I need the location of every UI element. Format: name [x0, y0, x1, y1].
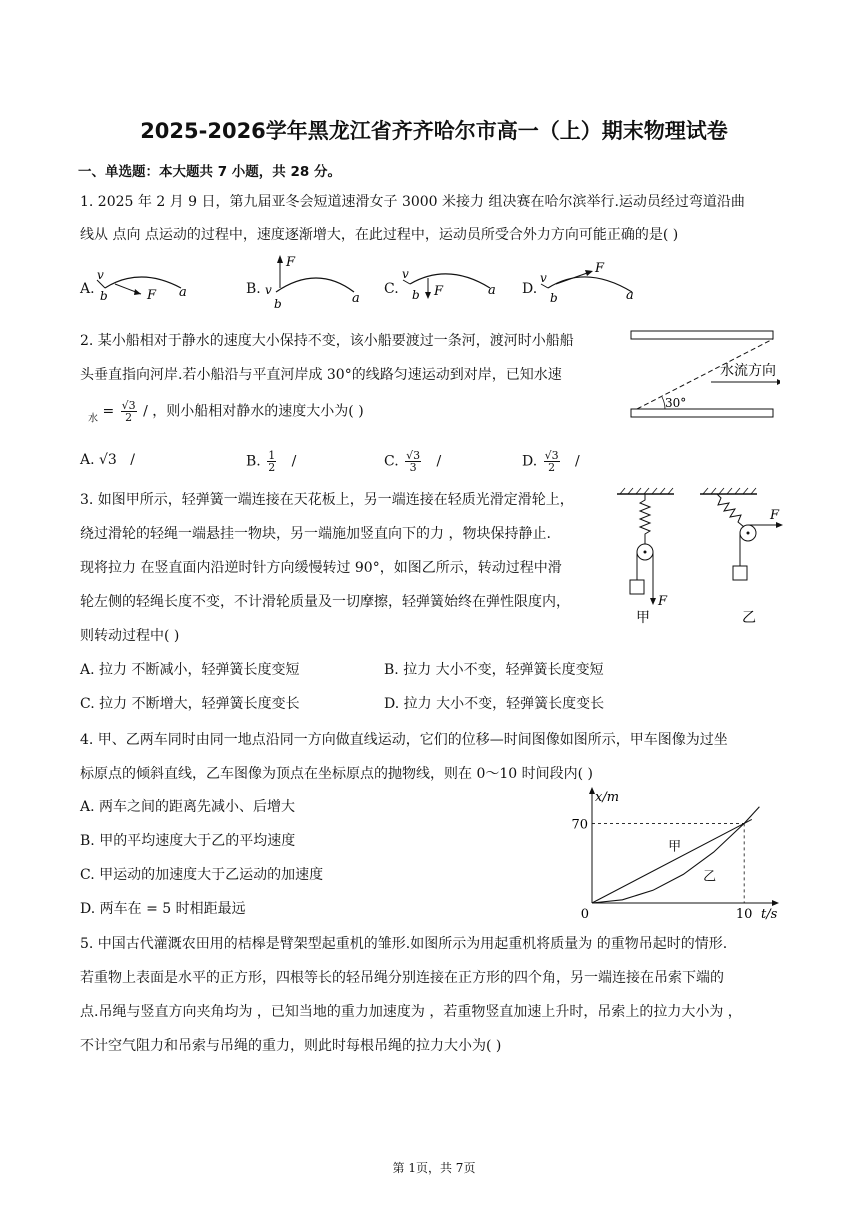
q1-option-d-figure [538, 258, 643, 304]
q3-line-5: 则转动过程中( ) [80, 628, 180, 644]
q1-option-a-label: A. [80, 281, 95, 297]
q3-option-c: C. 拉力 不断增大，轻弹簧长度变长 [80, 696, 300, 712]
q2-line-3 [88, 400, 364, 430]
q4-option-c: C. 甲运动的加速度大于乙运动的加速度 [80, 867, 324, 883]
q1-option-c-label: C. [384, 281, 399, 297]
q1-option-a-figure [95, 262, 195, 304]
q3-line-1: 3. 如图甲所示，轻弹簧一端连接在天花板上，另一端连接在轻质光滑定滑轮上， [80, 492, 574, 508]
q4-line-1: 4. 甲、乙两车同时由同一地点沿同一方向做直线运动，它们的位移—时间图像如图所示，甲车图像为过坐 [80, 732, 728, 748]
q1b-b-label: b [274, 297, 282, 311]
q1d-v-label: v [540, 271, 547, 285]
q1-option-c-figure [400, 262, 505, 304]
q3-option-a: A. 拉力 不断减小，轻弹簧长度变短 [80, 662, 300, 678]
q2-water-subscript: 水 [88, 413, 98, 425]
q1-option-b-label: B. [246, 281, 261, 297]
chart-x-axis-arrow [772, 900, 779, 906]
q3-option-b: B. 拉力 大小不变，轻弹簧长度变短 [384, 662, 604, 678]
q2-water-speed-fraction: $\frac{√3}{2}$ [121, 399, 136, 424]
q1d-a-label: a [626, 288, 634, 303]
q1c-v-label: v [402, 267, 409, 281]
q3-fig-yi-label: 乙 [742, 610, 756, 626]
q1a-b-label: b [100, 289, 108, 303]
q1-option-b-figure [262, 250, 367, 312]
q2-flow-label: 水流方向 [720, 363, 776, 379]
q2-line-1: 2. 某小船相对于静水的速度大小保持不变，该小船要渡过一条河，渡河时小船船 [80, 333, 574, 349]
q3-spring-figure [612, 484, 787, 629]
q2-option-d: D. $\frac{√3}{2}$ / [522, 449, 580, 474]
q2-line-2: 头垂直指向河岸.若小船沿与平直河岸成 30°的线路匀速运动到对岸，已知水速 [80, 367, 562, 383]
q4-line-2: 标原点的倾斜直线，乙车图像为顶点在坐标原点的抛物线，则在 0～10 时间段内( ) [80, 766, 593, 782]
q4-option-a: A. 两车之间的距离先减小、后增大 [80, 799, 296, 815]
q2-option-a: A. √3 / [80, 452, 135, 468]
q2-river-figure [625, 325, 780, 425]
q3-fig-jia-label: 甲 [636, 610, 650, 626]
q5-line-3: 点.吊绳与竖直方向夹角均为 ，已知当地的重力加速度为 ，若重物竖直加速上升时，吊索上的拉力大小为 ， [80, 1004, 742, 1020]
q1d-b-label: b [550, 291, 558, 304]
page-footer: 第 1页，共 7页 [392, 1161, 476, 1175]
q4-xt-chart [560, 785, 780, 920]
q1c-f-label: F [434, 284, 444, 299]
series-yi-label: 乙 [703, 869, 717, 885]
chart-x-label: t/s [761, 907, 778, 920]
chart-x-tick-10: 10 [735, 907, 753, 920]
q1a-v-label: v [97, 268, 104, 282]
section-heading: 一、单选题：本大题共 7 小题，共 28 分。 [78, 164, 341, 180]
chart-y-label: x/m [595, 790, 620, 805]
q2-option-b: B. $\frac{1}{2}$ / [246, 449, 297, 474]
q5-line-1: 5. 中国古代灌溉农田用的桔槔是臂架型起重机的雏形.如图所示为用起重机将质量为 的重物吊起时的情形. [80, 936, 728, 952]
q1c-a-label: a [488, 283, 496, 298]
q5-line-4: 不计空气阻力和吊索与吊绳的重力，则此时每根吊绳的拉力大小为( ) [80, 1038, 502, 1054]
q2-option-c: C. $\frac{√3}{3}$ / [384, 449, 442, 474]
q3-line-3: 现将拉力 在竖直面内沿逆时针方向缓慢转过 90°，如图乙所示，转动过程中滑 [80, 560, 562, 576]
q3-fig-f-jia: F [658, 594, 668, 609]
q1-line-2: 线从 点向 点运动的过程中，速度逐渐增大，在此过程中，运动员所受合外力方向可能正确的是( ) [80, 227, 679, 243]
chart-y-tick-70: 70 [571, 817, 588, 833]
q3-option-d: D. 拉力 大小不变，轻弹簧长度变长 [384, 696, 605, 712]
q1b-a-label: a [352, 291, 360, 306]
q2-equals: = [102, 403, 115, 420]
q3-line-4: 轮左侧的轻绳长度不变，不计滑轮质量及一切摩擦，轻弹簧始终在弹性限度内， [80, 594, 570, 610]
q2-line-3-rest: / ，则小船相对静水的速度大小为( ) [143, 403, 364, 420]
q1c-b-label: b [412, 288, 420, 302]
q1-line-1: 1. 2025 年 2 月 9 日，第九届亚冬会短道速滑女子 3000 米接力 组决赛在哈尔滨举行.运动员经过弯道沿曲 [80, 194, 745, 210]
q5-line-2: 若重物上表面是水平的正方形，四根等长的轻吊绳分别连接在正方形的四个角，另一端连接在吊索下端的 [80, 970, 724, 986]
q1-option-d-label: D. [522, 281, 538, 297]
q1a-f-label: F [147, 288, 157, 303]
q3-fig-f-yi: F [770, 508, 780, 523]
q3-line-2: 绕过滑轮的轻绳一端悬挂一物块，另一端施加竖直向下的力 ，物块保持静止. [80, 526, 551, 542]
q2-angle-label: 30° [665, 396, 687, 410]
q4-option-b: B. 甲的平均速度大于乙的平均速度 [80, 833, 296, 849]
q4-option-d: D. 两车在 = 5 时相距最远 [80, 901, 246, 917]
chart-x-tick-0: 0 [580, 907, 589, 920]
q1d-f-label: F [595, 261, 605, 276]
page-title: 2025-2026学年黑龙江省齐齐哈尔市高一（上）期末物理试卷 [140, 119, 728, 143]
series-jia-label: 甲 [668, 839, 682, 855]
series-jia-line [592, 819, 752, 903]
q1b-v-label: v [265, 283, 272, 297]
q1b-f-label: F [286, 255, 296, 270]
q1a-a-label: a [179, 285, 187, 300]
series-yi-curve [592, 807, 759, 903]
